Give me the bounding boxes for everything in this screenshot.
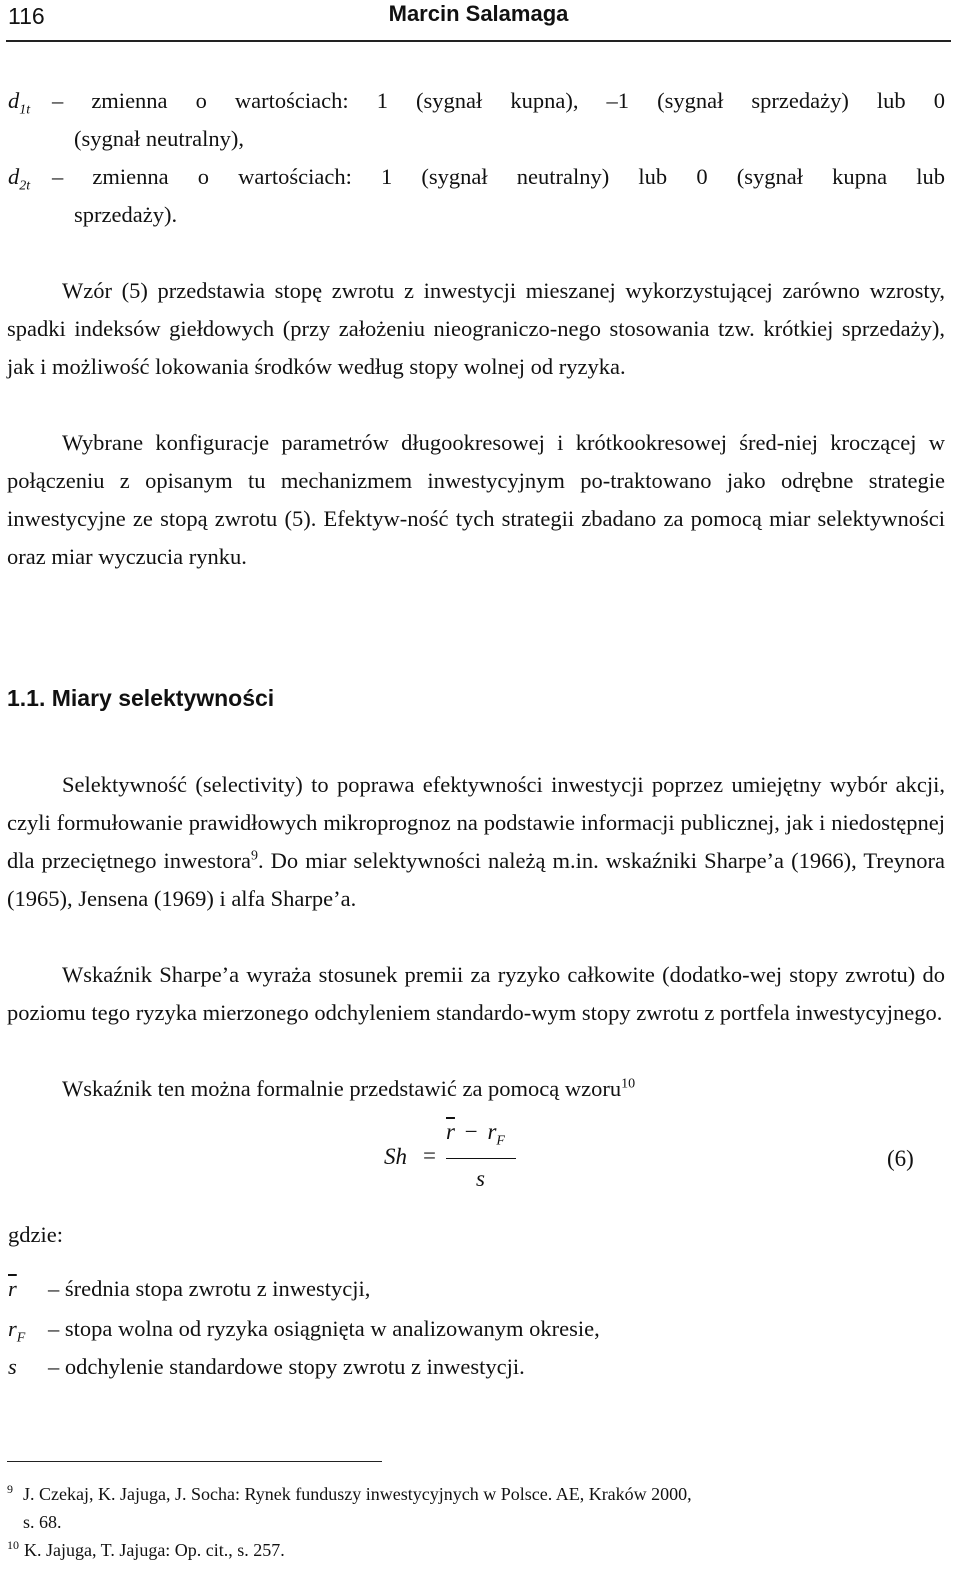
var-d1t-desc-line2: (sygnał neutralny), <box>74 126 244 151</box>
section-title: 1.1. Miary selektywności <box>7 685 275 711</box>
footnote-ref-10: 10 <box>621 1076 636 1092</box>
eq-number: (6) <box>887 1146 914 1171</box>
footnote-10: $^{10}$ K. Jajuga, T. Jajuga: Op. cit., s. 257. <box>7 1538 285 1560</box>
header-rule <box>6 40 951 42</box>
footnote-ref-9: 9 <box>250 848 258 864</box>
paragraph-formula-intro: Wskaźnik ten można formalnie przedstawić za pomocą wzoru$^{10}$ <box>62 1076 636 1101</box>
eq-lhs: Sh <box>384 1144 407 1169</box>
paragraph-sharpe: Wskaźnik Sharpe’a wyraża stosunek premii za ryzyko całkowite (dodatko-wej stopy zwrotu) do poziomu tego ryzyka mierzonego odchyleniem standardo-wym stopy zwrotu z portfela inwestycyjnego. <box>7 962 945 1025</box>
eq-equals: = <box>423 1143 436 1168</box>
var-d2t-symbol: $d_{2t}$ <box>8 164 31 194</box>
page-header <box>6 0 951 44</box>
eq-denominator: s <box>476 1166 485 1191</box>
paragraph-strategies: Wybrane konfiguracje parametrów długookresowej i krótkookresowej śred-niej kroczącej w połączeniu z opisanym tu mechanizmem inwestycyjnym po-traktowano jako odrębne strategie inwestycyjne ze stopą zwrotu (5). Efektyw-ność tych strategii zbadano za pomocą miar selektywności oraz miar wyczucia rynku. <box>7 430 945 569</box>
where-desc-rF: – stopa wolna od ryzyka osiągnięta w analizowanym okresie, <box>48 1316 600 1341</box>
var-d2t-desc-line1: – zmienna o wartościach: 1 (sygnał neutralny) lub 0 (sygnał kupna lub <box>52 164 945 189</box>
paragraph-selectivity: Selektywność (selectivity) to poprawa efektywności inwestycji poprzez umiejętny wybór akcji, czyli formułowanie prawidłowych mikroprognoz na podstawie informacji publicznej, jak i niedostępnej dla przeciętnego inwestora$^9$. Do miar selektywności należą m.in. wskaźniki Sharpe’a (1966), Treynora (1965), Jensena (1969) i alfa Sharpe’a. <box>7 772 945 911</box>
where-desc-r-bar: – średnia stopa zwrotu z inwestycji, <box>48 1276 371 1301</box>
eq-fraction-bar <box>446 1158 516 1159</box>
var-d1t-desc-line1: – zmienna o wartościach: 1 (sygnał kupna), –1 (sygnał sprzedaży) lub 0 <box>52 88 945 113</box>
where-symbol-r-bar: $\overline{r}$ <box>8 1276 17 1301</box>
eq-numerator: $\overline{r} - r_F$ <box>446 1119 505 1149</box>
footnote-rule <box>7 1461 382 1462</box>
where-symbol-rF: $r_F$ <box>8 1316 26 1346</box>
where-label: gdzie: <box>8 1222 63 1247</box>
running-head-author: Marcin Salamaga <box>388 1 569 26</box>
var-d1t-symbol: $d_{1t}$ <box>8 88 31 118</box>
where-symbol-s: s <box>8 1354 17 1379</box>
var-d2t-desc-line2: sprzedaży). <box>74 202 178 227</box>
where-desc-s: – odchylenie standardowe stopy zwrotu z inwestycji. <box>48 1354 525 1379</box>
paragraph-formula-5: Wzór (5) przedstawia stopę zwrotu z inwestycji mieszanej wykorzystującej zarówno wzrosty, spadki indeksów giełdowych (przy założeniu nieograniczo-nego stosowania tzw. krótkiej sprzedaży), jak i możliwość lokowania środków według stopy wolnej od ryzyka. <box>7 278 945 379</box>
footnote-9: $^9$ J. Czekaj, K. Jajuga, J. Socha: Rynek funduszy inwestycyjnych w Polsce. AE, Kraków 2000, s. 68. <box>7 1482 692 1532</box>
page-number: 116 <box>8 3 45 29</box>
